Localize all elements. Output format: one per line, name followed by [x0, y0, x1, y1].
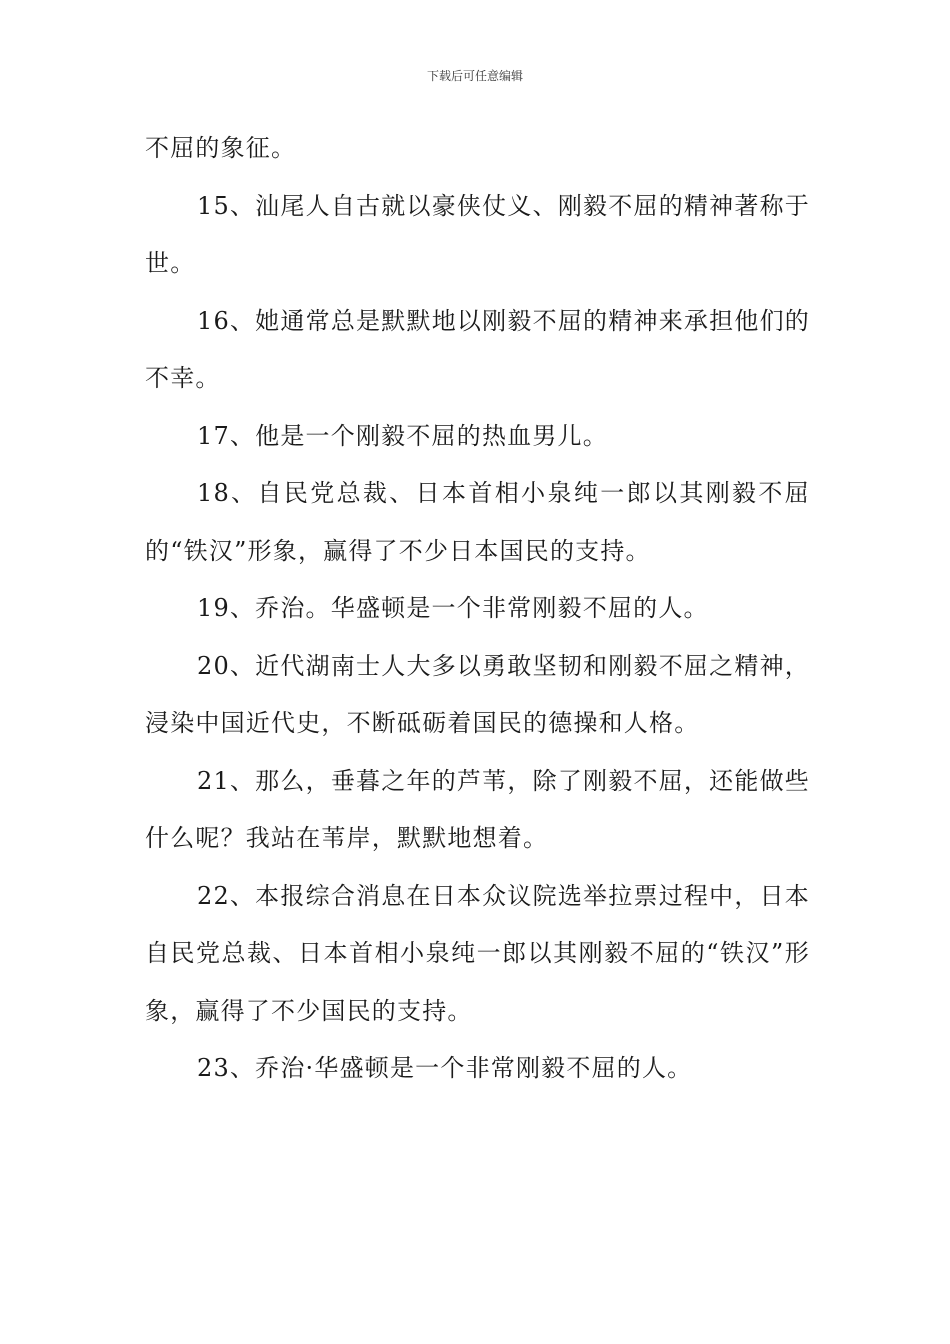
paragraph-23: 23、乔治·华盛顿是一个非常刚毅不屈的人。	[197, 1054, 693, 1082]
paragraph-21: 21、那么，垂暮之年的芦苇，除了刚毅不屈，还能做些什么呢？我站在苇岸，默默地想着。	[145, 766, 810, 852]
paragraph-16: 16、她通常总是默默地以刚毅不屈的精神来承担他们的不幸。	[145, 306, 810, 392]
paragraph-22: 22、本报综合消息在日本众议院选举拉票过程中，日本自民党总裁、日本首相小泉纯一郎以其刚毅不屈的“铁汉”形象，赢得了不少国民的支持。	[145, 881, 810, 1025]
paragraph-20: 20、近代湖南士人大多以勇敢坚韧和刚毅不屈之精神，浸染中国近代史，不断砥砺着国民的德操和人格。	[145, 651, 810, 737]
paragraph-continuation: 不屈的象征。	[145, 134, 297, 162]
paragraph-19: 19、乔治。华盛顿是一个非常刚毅不屈的人。	[197, 594, 709, 622]
paragraph-15: 15、汕尾人自古就以豪侠仗义、刚毅不屈的精神著称于世。	[145, 191, 810, 277]
page-header: 下载后可任意编辑	[426, 69, 523, 83]
document-body	[145, 120, 810, 1098]
paragraph-18: 18、自民党总裁、日本首相小泉纯一郎以其刚毅不屈的“铁汉”形象，赢得了不少日本国民的支持。	[145, 479, 810, 565]
paragraph-17: 17、他是一个刚毅不屈的热血男儿。	[197, 421, 608, 450]
